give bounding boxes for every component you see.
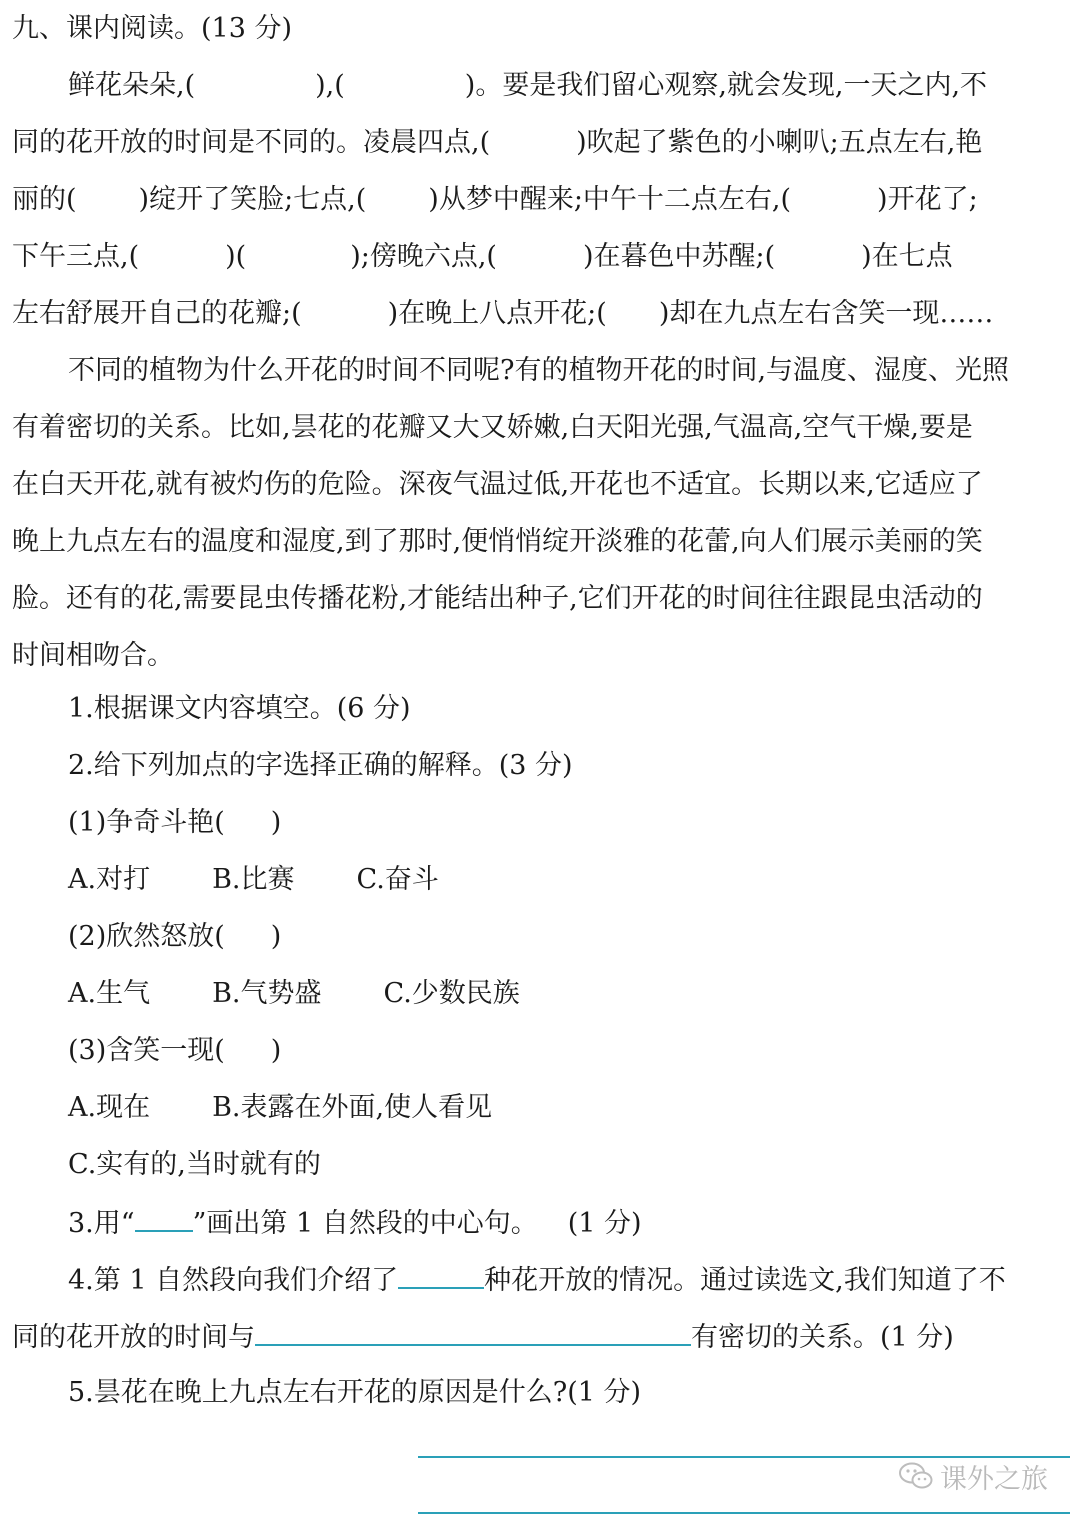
text-fragment: )绽开了笑脸;七点,( <box>138 184 367 215</box>
passage-p2-line-5 <box>12 579 983 619</box>
wechat-icon <box>898 1461 934 1491</box>
section-title-text: 九、课内阅读。(13 分) <box>12 13 293 44</box>
underline-sample <box>135 1202 193 1232</box>
text-fragment: ) <box>270 807 282 838</box>
option-a[interactable]: A.现在 <box>68 1092 151 1123</box>
question-text: 种花开放的情况。通过读选文,我们知道了不 <box>484 1265 1006 1296</box>
text-fragment: 在白天开花,就有被灼伤的危险。深夜气温过低,开花也不适宜。长期以来,它适应了 <box>12 469 983 500</box>
question-3 <box>68 1202 642 1242</box>
passage-p2-line-3 <box>12 465 983 505</box>
question-text: 同的花开放的时间与 <box>12 1322 255 1353</box>
question-4-line-2 <box>12 1316 954 1356</box>
text-fragment: 时间相吻合。 <box>12 640 174 671</box>
text-fragment: 丽的( <box>12 184 77 215</box>
question-2-2 <box>68 917 281 957</box>
question-1 <box>68 689 411 729</box>
passage-p2-line-2 <box>12 408 973 448</box>
text-fragment: )。要是我们留心观察,就会发现,一天之内,不 <box>464 70 988 101</box>
text-fragment: )却在九点左右含笑一现…… <box>658 298 994 329</box>
text-fragment: )吹起了紫色的小喇叭;五点左右,艳 <box>576 127 983 158</box>
watermark <box>898 1454 1048 1498</box>
text-fragment: ) <box>270 1035 282 1066</box>
passage-p1-line-2 <box>12 123 982 163</box>
question-2-3-option-c <box>68 1145 321 1185</box>
option-b[interactable]: B.比赛 <box>212 864 295 895</box>
text-fragment: ),( <box>315 70 345 101</box>
question-2 <box>68 746 573 786</box>
question-text: 4.第 1 自然段向我们介绍了 <box>68 1265 399 1296</box>
text-fragment: )在晚上八点开花;( <box>387 298 607 329</box>
text-fragment: 左右舒展开自己的花瓣;( <box>12 298 302 329</box>
option-b[interactable]: B.表露在外面,使人看见 <box>212 1092 493 1123</box>
text-fragment: 晚上九点左右的温度和湿度,到了那时,便悄悄绽开淡雅的花蕾,向人们展示美丽的笑 <box>12 526 983 557</box>
option-c[interactable]: C.少数民族 <box>383 978 520 1009</box>
text-fragment: 不同的植物为什么开花的时间不同呢?有的植物开花的时间,与温度、湿度、光照 <box>68 355 1010 386</box>
question-2-1 <box>68 803 281 843</box>
question-text: 有密切的关系。(1 分) <box>691 1322 954 1353</box>
answer-line-2[interactable] <box>418 1512 1070 1514</box>
text-fragment: ) <box>270 921 282 952</box>
text-fragment: 下午三点,( <box>12 241 140 272</box>
question-text: 1.根据课文内容填空。(6 分) <box>68 693 411 724</box>
text-fragment: )从梦中醒来;中午十二点左右,( <box>428 184 792 215</box>
text-fragment: 有着密切的关系。比如,昙花的花瓣又大又娇嫩,白天阳光强,气温高,空气干燥,要是 <box>12 412 973 443</box>
question-text: (2)欣然怒放( <box>68 921 225 952</box>
watermark-text: 课外之旅 <box>940 1463 1048 1495</box>
passage-p1-line-5 <box>12 294 993 334</box>
option-c[interactable]: C.奋斗 <box>356 864 439 895</box>
question-text: 3.用“ <box>68 1208 135 1239</box>
passage-p1-line-3 <box>12 180 978 220</box>
question-2-3 <box>68 1031 281 1071</box>
option-a[interactable]: A.对打 <box>68 864 151 895</box>
text-fragment: 鲜花朵朵,( <box>68 70 196 101</box>
passage-p2-line-4 <box>12 522 983 562</box>
passage-p1-line-1 <box>68 66 987 106</box>
question-text: ”画出第 1 自然段的中心句。 <box>192 1208 538 1239</box>
question-text: 5.昙花在晚上九点左右开花的原因是什么?(1 分) <box>68 1377 642 1408</box>
passage-p2-line-1 <box>68 351 1009 391</box>
question-text: 2.给下列加点的字选择正确的解释。(3 分) <box>68 750 573 781</box>
option-c[interactable]: C.实有的,当时就有的 <box>68 1149 321 1180</box>
text-fragment: )在暮色中苏醒;( <box>582 241 776 272</box>
score-text: (1 分) <box>567 1208 642 1239</box>
option-a[interactable]: A.生气 <box>68 978 151 1009</box>
question-text: (3)含笑一现( <box>68 1035 225 1066</box>
answer-underline[interactable] <box>255 1316 691 1346</box>
question-5 <box>68 1373 641 1413</box>
question-2-3-options <box>68 1088 492 1128</box>
answer-underline[interactable] <box>398 1259 484 1289</box>
question-text: (1)争奇斗艳( <box>68 807 225 838</box>
option-b[interactable]: B.气势盛 <box>212 978 322 1009</box>
passage-p2-line-6 <box>12 636 174 676</box>
text-fragment: 脸。还有的花,需要昆虫传播花粉,才能结出种子,它们开花的时间往往跟昆虫活动的 <box>12 583 983 614</box>
question-2-1-options <box>68 860 439 900</box>
section-title <box>12 9 292 49</box>
question-4-line-1 <box>68 1259 1006 1299</box>
text-fragment: )在七点 <box>861 241 953 272</box>
text-fragment: )( <box>225 241 247 272</box>
text-fragment: );傍晚六点,( <box>350 241 497 272</box>
passage-p1-line-4 <box>12 237 953 277</box>
question-2-2-options <box>68 974 520 1014</box>
text-fragment: )开花了; <box>877 184 978 215</box>
text-fragment: 同的花开放的时间是不同的。凌晨四点,( <box>12 127 491 158</box>
